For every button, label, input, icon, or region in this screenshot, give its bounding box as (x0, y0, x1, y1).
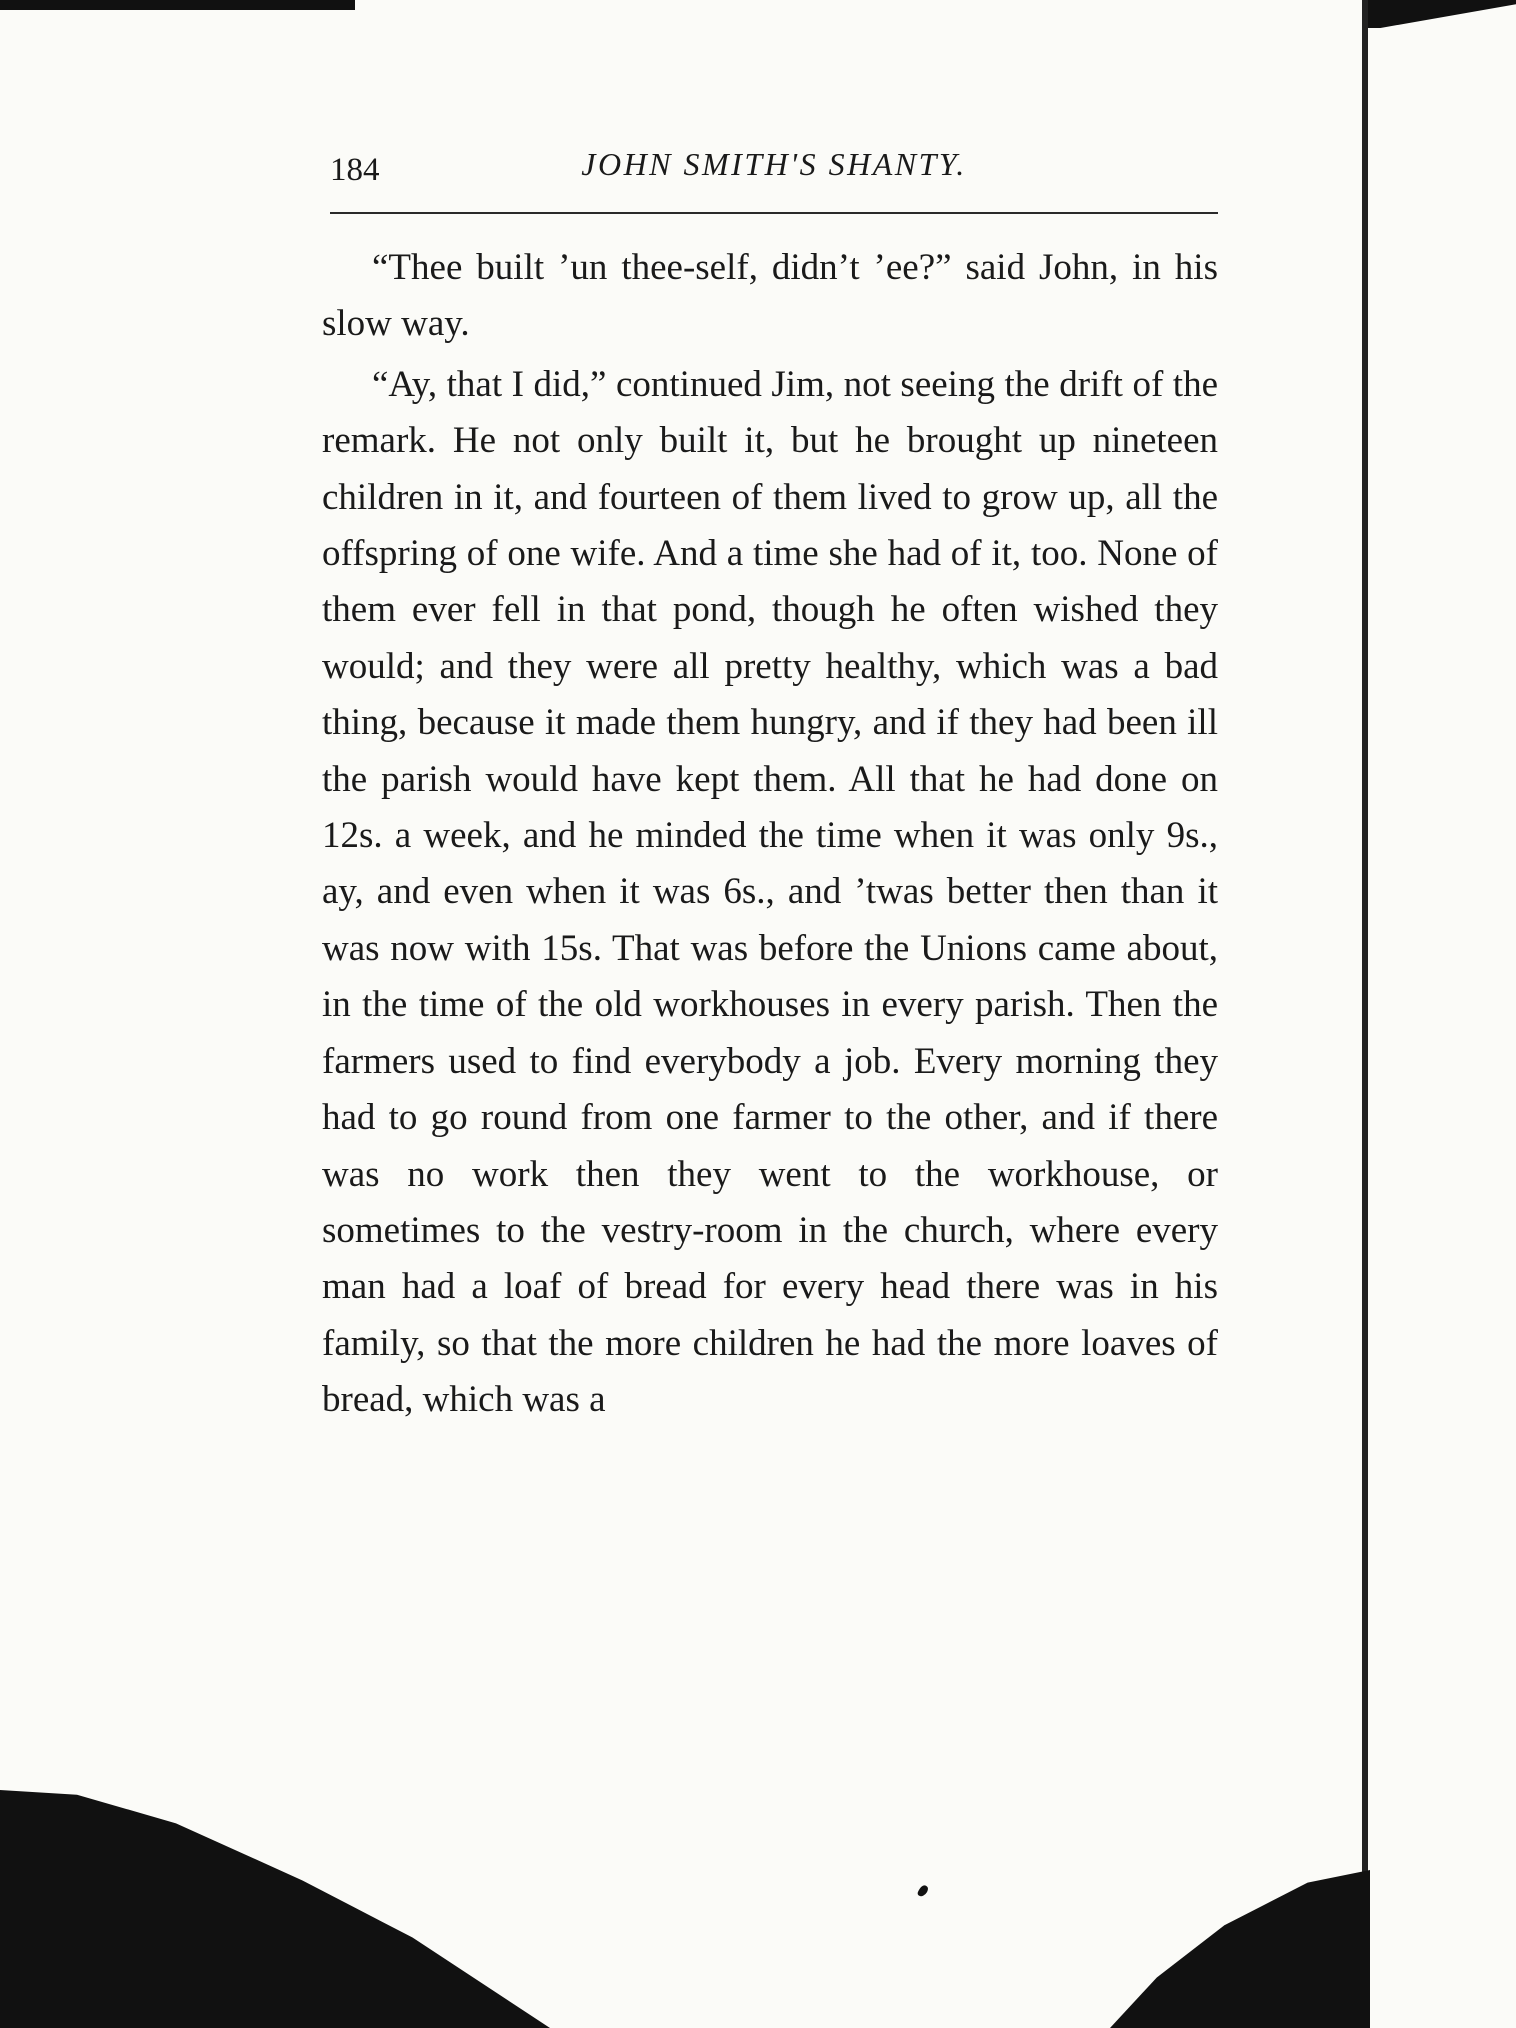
scan-edge-top (0, 0, 355, 10)
body-text (322, 240, 1218, 1429)
ink-speck (917, 1884, 930, 1898)
running-title: JOHN SMITH'S SHANTY. (581, 146, 967, 182)
page-number: 184 (330, 152, 380, 188)
paragraph: “Ay, that I did,” continued Jim, not seeing the drift of the remark. He not only built it, but he brought up nineteen children in it, and fourteen of them lived to grow up, all the offspring of one wife. And a time she had of it, too. None of them ever fell in that pond, though he often wished they would; and they were all pretty healthy, which was a bad thing, because it made them hungry, and if they had been ill the parish would have kept them. All that he had done on 12s. a week, and he minded the time when it was only 9s., ay, and even when it was 6s., and ’twas better then than it was now with 15s. That was before the Unions came about, in the time of the old workhouses in every parish. Then the farmers used to find everybody a job. Every morning they had to go round from one farmer to the other, and if there was no work then they went to the workhouse, or sometimes to the vestry-room in the church, where every man had a loaf of bread for every head there was in his family, so that the more children he had the more loaves of bread, which was a (322, 363, 1218, 1421)
scan-shadow-bottom-left (0, 1790, 550, 2028)
scan-edge-right (1362, 0, 1368, 1955)
header-rule (330, 212, 1218, 214)
scan-shadow-bottom-right (1110, 1870, 1370, 2028)
paragraph: “Thee built ’un thee-self, didn’t ’ee?” said John, in his slow way. (322, 247, 1218, 345)
page-header (330, 138, 1218, 198)
scan-corner-top-right (1362, 0, 1516, 28)
